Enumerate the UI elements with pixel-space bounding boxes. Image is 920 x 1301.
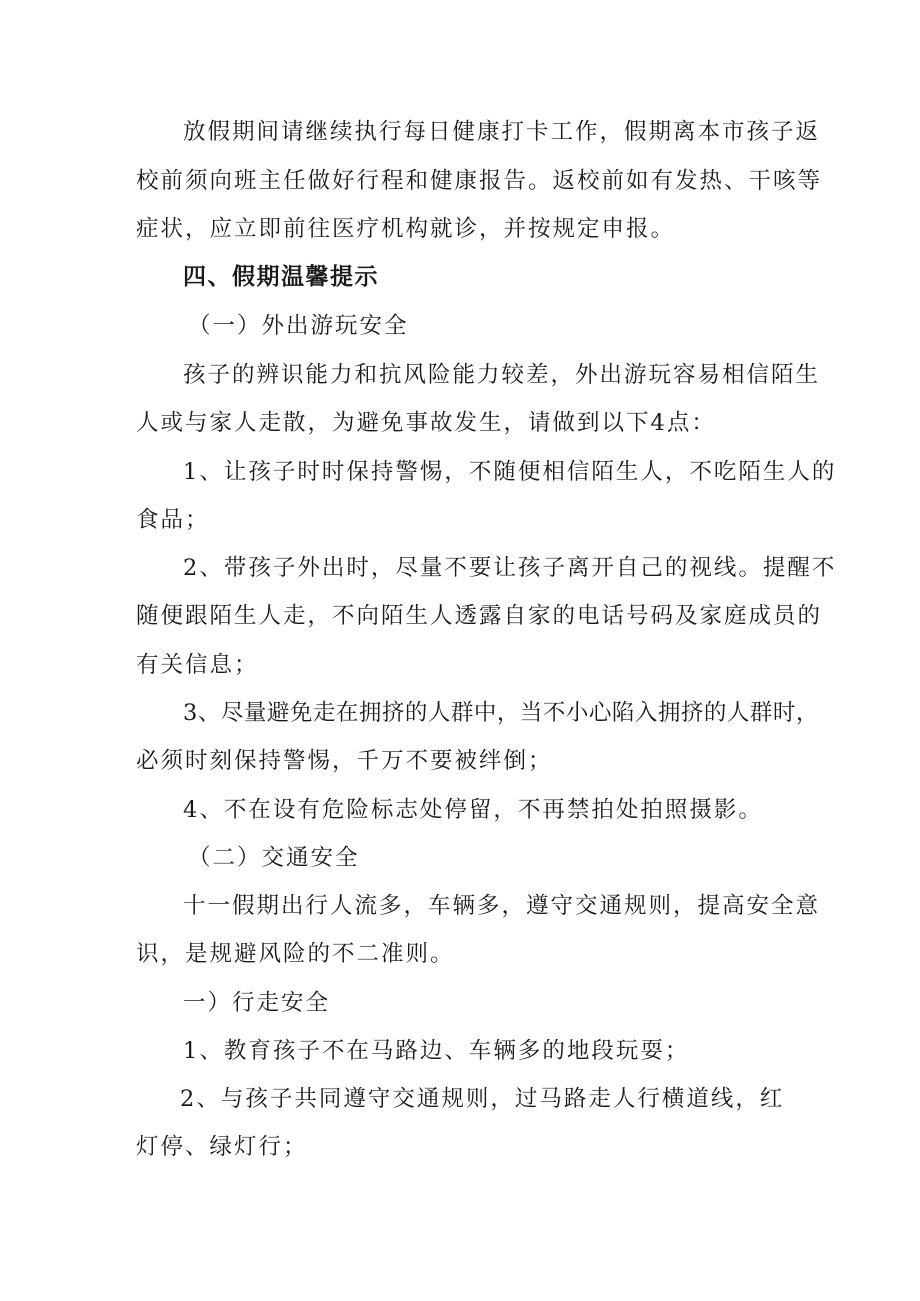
section-heading: 四、假期温馨提示 (183, 264, 379, 290)
paragraph-line: 症状，应立即前往医疗机构就诊，并按规定申报。 (136, 216, 676, 242)
list-item-line: 1、让孩子时时保持警惕，不随便相信陌生人，不吃陌生人的 (183, 459, 837, 485)
list-item-line: 有关信息； (136, 652, 259, 678)
list-item-line: 2、带孩子外出时，尽量不要让孩子离开自己的视线。提醒不 (183, 555, 837, 581)
list-item-line: 必须时刻保持警惕，千万不要被绊倒； (136, 748, 553, 774)
list-item-line: 食品； (136, 507, 210, 533)
paragraph-line: 识，是规避风险的不二准则。 (136, 941, 455, 967)
paragraph-line: 人或与家人走散，为避免事故发生，请做到以下4点： (136, 410, 716, 436)
list-item-line: 2、与孩子共同遵守交通规则，过马路走人行横道线，红 (180, 1086, 785, 1112)
paragraph-line: 十一假期出行人流多，车辆多，遵守交通规则，提高安全意 (183, 893, 821, 919)
subsection-heading: （二）交通安全 (188, 845, 360, 871)
list-item-line: 3、尽量避免走在拥挤的人群中，当不小心陷入拥挤的人群时， (183, 700, 819, 726)
list-item-line: 灯停、绿灯行； (136, 1134, 308, 1160)
list-item-line: 4、不在设有危险标志处停留，不再禁拍处拍照摄影。 (183, 797, 763, 823)
paragraph-line: 放假期间请继续执行每日健康打卡工作，假期离本市孩子返 (183, 119, 821, 145)
subsection-heading: （一）外出游玩安全 (188, 313, 409, 339)
paragraph-line: 孩子的辨识能力和抗风险能力较差，外出游玩容易相信陌生 (183, 362, 821, 388)
subsection-heading: 一）行走安全 (183, 990, 331, 1016)
list-item-line: 随便跟陌生人走，不向陌生人透露自家的电话号码及家庭成员的 (136, 603, 823, 629)
list-item-line: 1、教育孩子不在马路边、车辆多的地段玩耍； (183, 1038, 690, 1064)
paragraph-line: 校前须向班主任做好行程和健康报告。返校前如有发热、干咳等 (136, 168, 823, 194)
